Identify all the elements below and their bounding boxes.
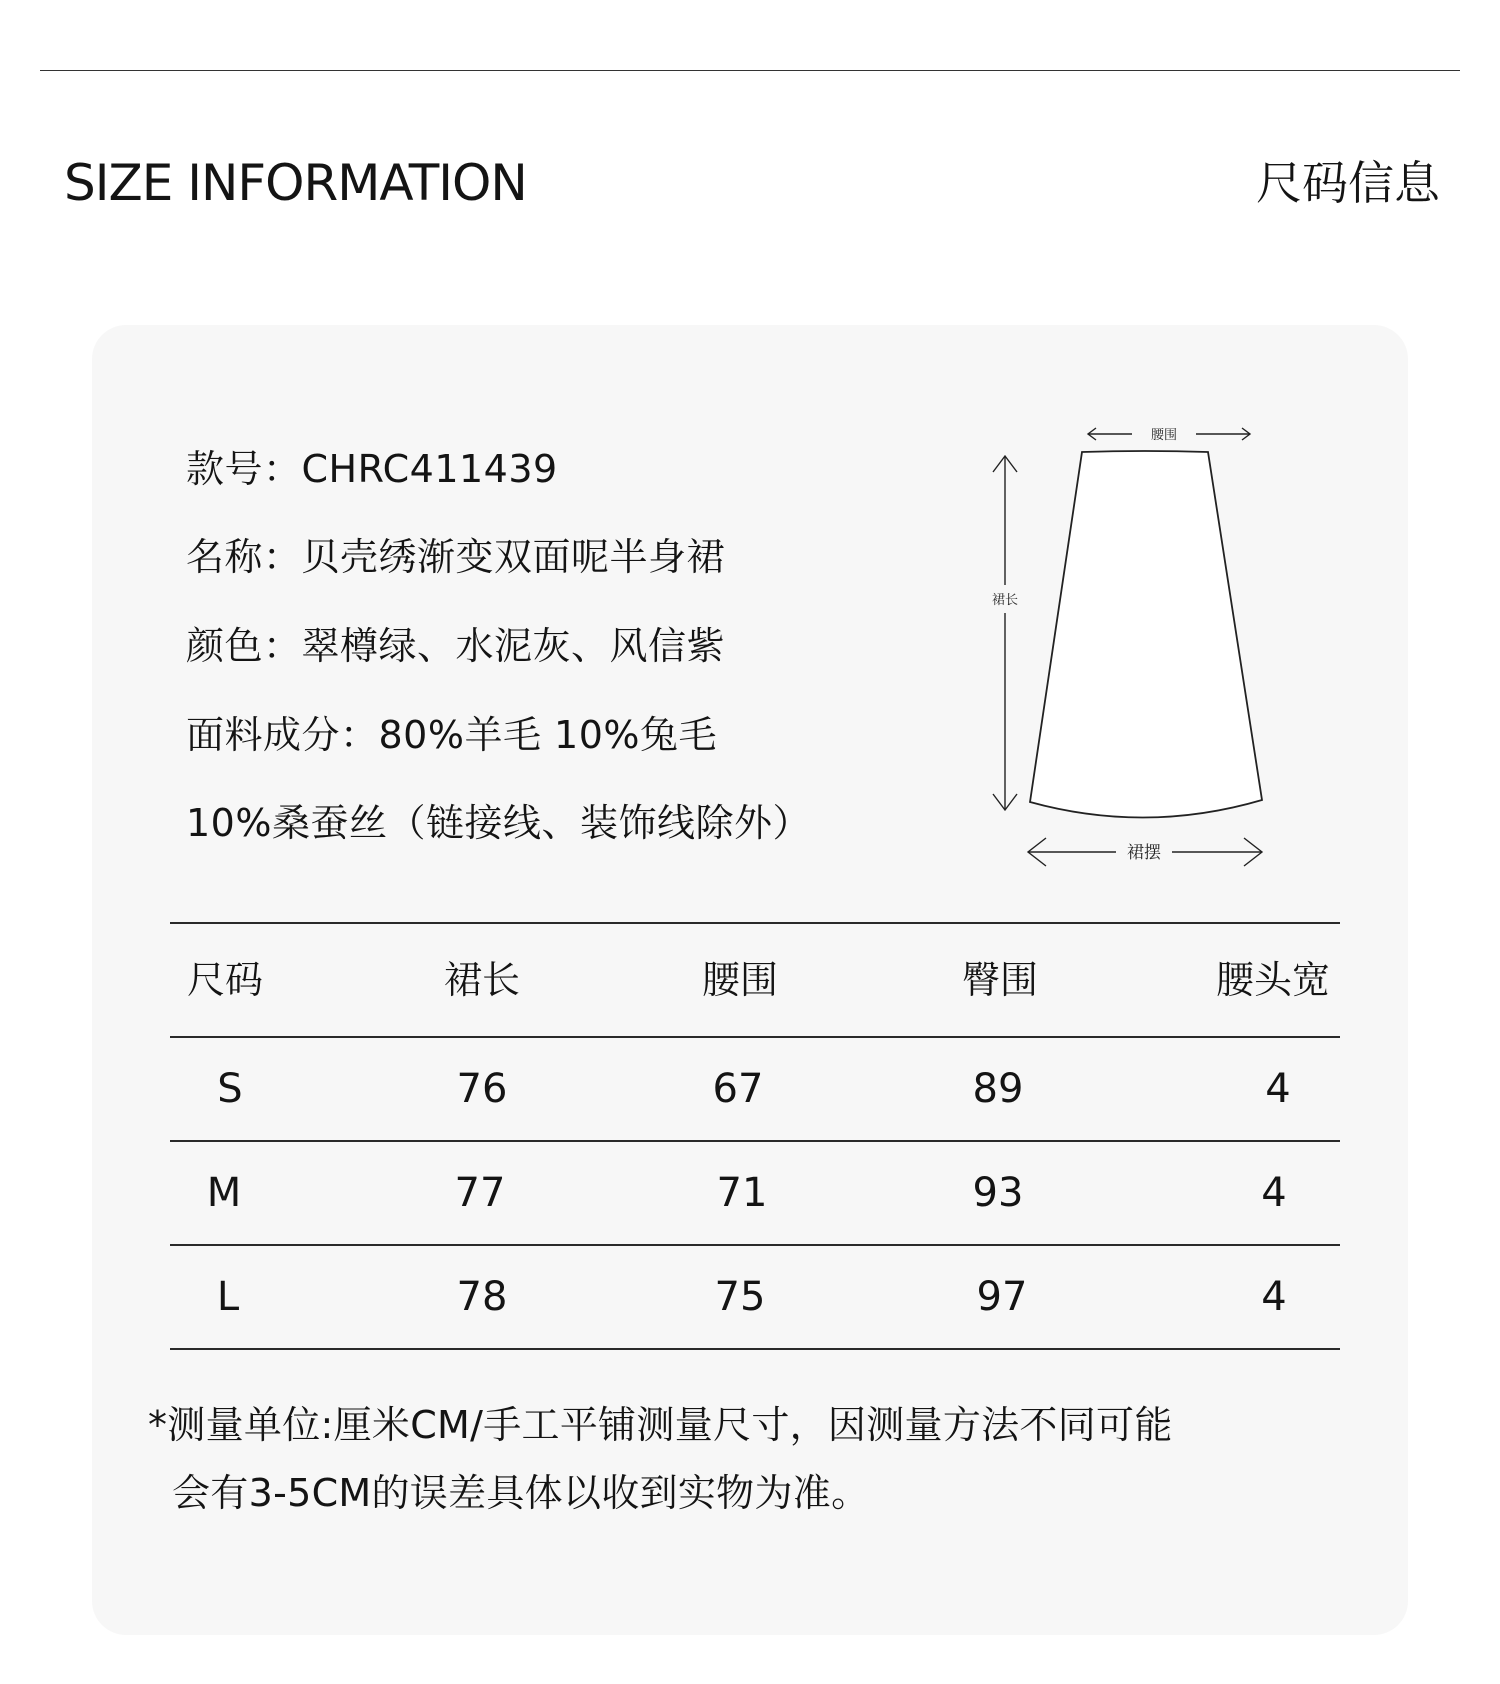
col-header-waistband: 腰头宽 — [1215, 958, 1331, 1002]
table-cell: 93 — [972, 1170, 1024, 1216]
table-cell: 67 — [712, 1066, 764, 1112]
table-cell: L — [216, 1274, 240, 1320]
table-cell: 71 — [716, 1170, 768, 1216]
table-rule-bottom — [170, 1348, 1340, 1350]
waist-label: 腰围 — [1150, 428, 1178, 443]
col-header-length: 裙长 — [443, 958, 521, 1002]
measurement-note-cont: 会有3-5CM的误差具体以收到实物为准。 — [172, 1471, 870, 1515]
table-cell: 97 — [976, 1274, 1028, 1320]
product-colors: 颜色：翠樽绿、水泥灰、风信紫 — [186, 624, 726, 668]
table-rule-row1 — [170, 1140, 1340, 1142]
length-label: 裙长 — [991, 593, 1019, 608]
col-header-hip: 臀围 — [961, 958, 1039, 1002]
style-number: 款号：CHRC411439 — [186, 447, 558, 491]
table-rule-row2 — [170, 1244, 1340, 1246]
table-rule-header — [170, 1036, 1340, 1038]
col-header-waist: 腰围 — [701, 958, 779, 1002]
skirt-outline-icon — [1030, 451, 1262, 818]
fabric-composition-cont: 10%桑蚕丝（链接线、装饰线除外） — [186, 801, 811, 845]
table-cell: 89 — [972, 1066, 1024, 1112]
table-cell: S — [217, 1066, 243, 1112]
skirt-diagram — [960, 410, 1290, 880]
product-name: 名称：贝壳绣渐变双面呢半身裙 — [186, 535, 726, 579]
length-arrow-icon — [993, 456, 1017, 810]
title-english: SIZE INFORMATION — [64, 154, 527, 212]
fabric-composition: 面料成分：80%羊毛 10%兔毛 — [186, 713, 718, 757]
measurement-note: *测量单位:厘米CM/手工平铺测量尺寸，因测量方法不同可能 — [148, 1403, 1173, 1447]
table-cell: 75 — [714, 1274, 766, 1320]
table-cell: 4 — [1265, 1066, 1291, 1112]
table-cell: 4 — [1261, 1170, 1287, 1216]
col-header-size: 尺码 — [186, 958, 264, 1002]
table-cell: 76 — [456, 1066, 508, 1112]
table-cell: 77 — [454, 1170, 506, 1216]
top-divider — [40, 70, 1460, 71]
table-cell: 78 — [456, 1274, 508, 1320]
hem-label: 裙摆 — [1127, 843, 1161, 863]
title-chinese: 尺码信息 — [1256, 156, 1440, 210]
table-rule-top — [170, 922, 1340, 924]
table-cell: 4 — [1261, 1274, 1287, 1320]
table-cell: M — [206, 1170, 242, 1216]
